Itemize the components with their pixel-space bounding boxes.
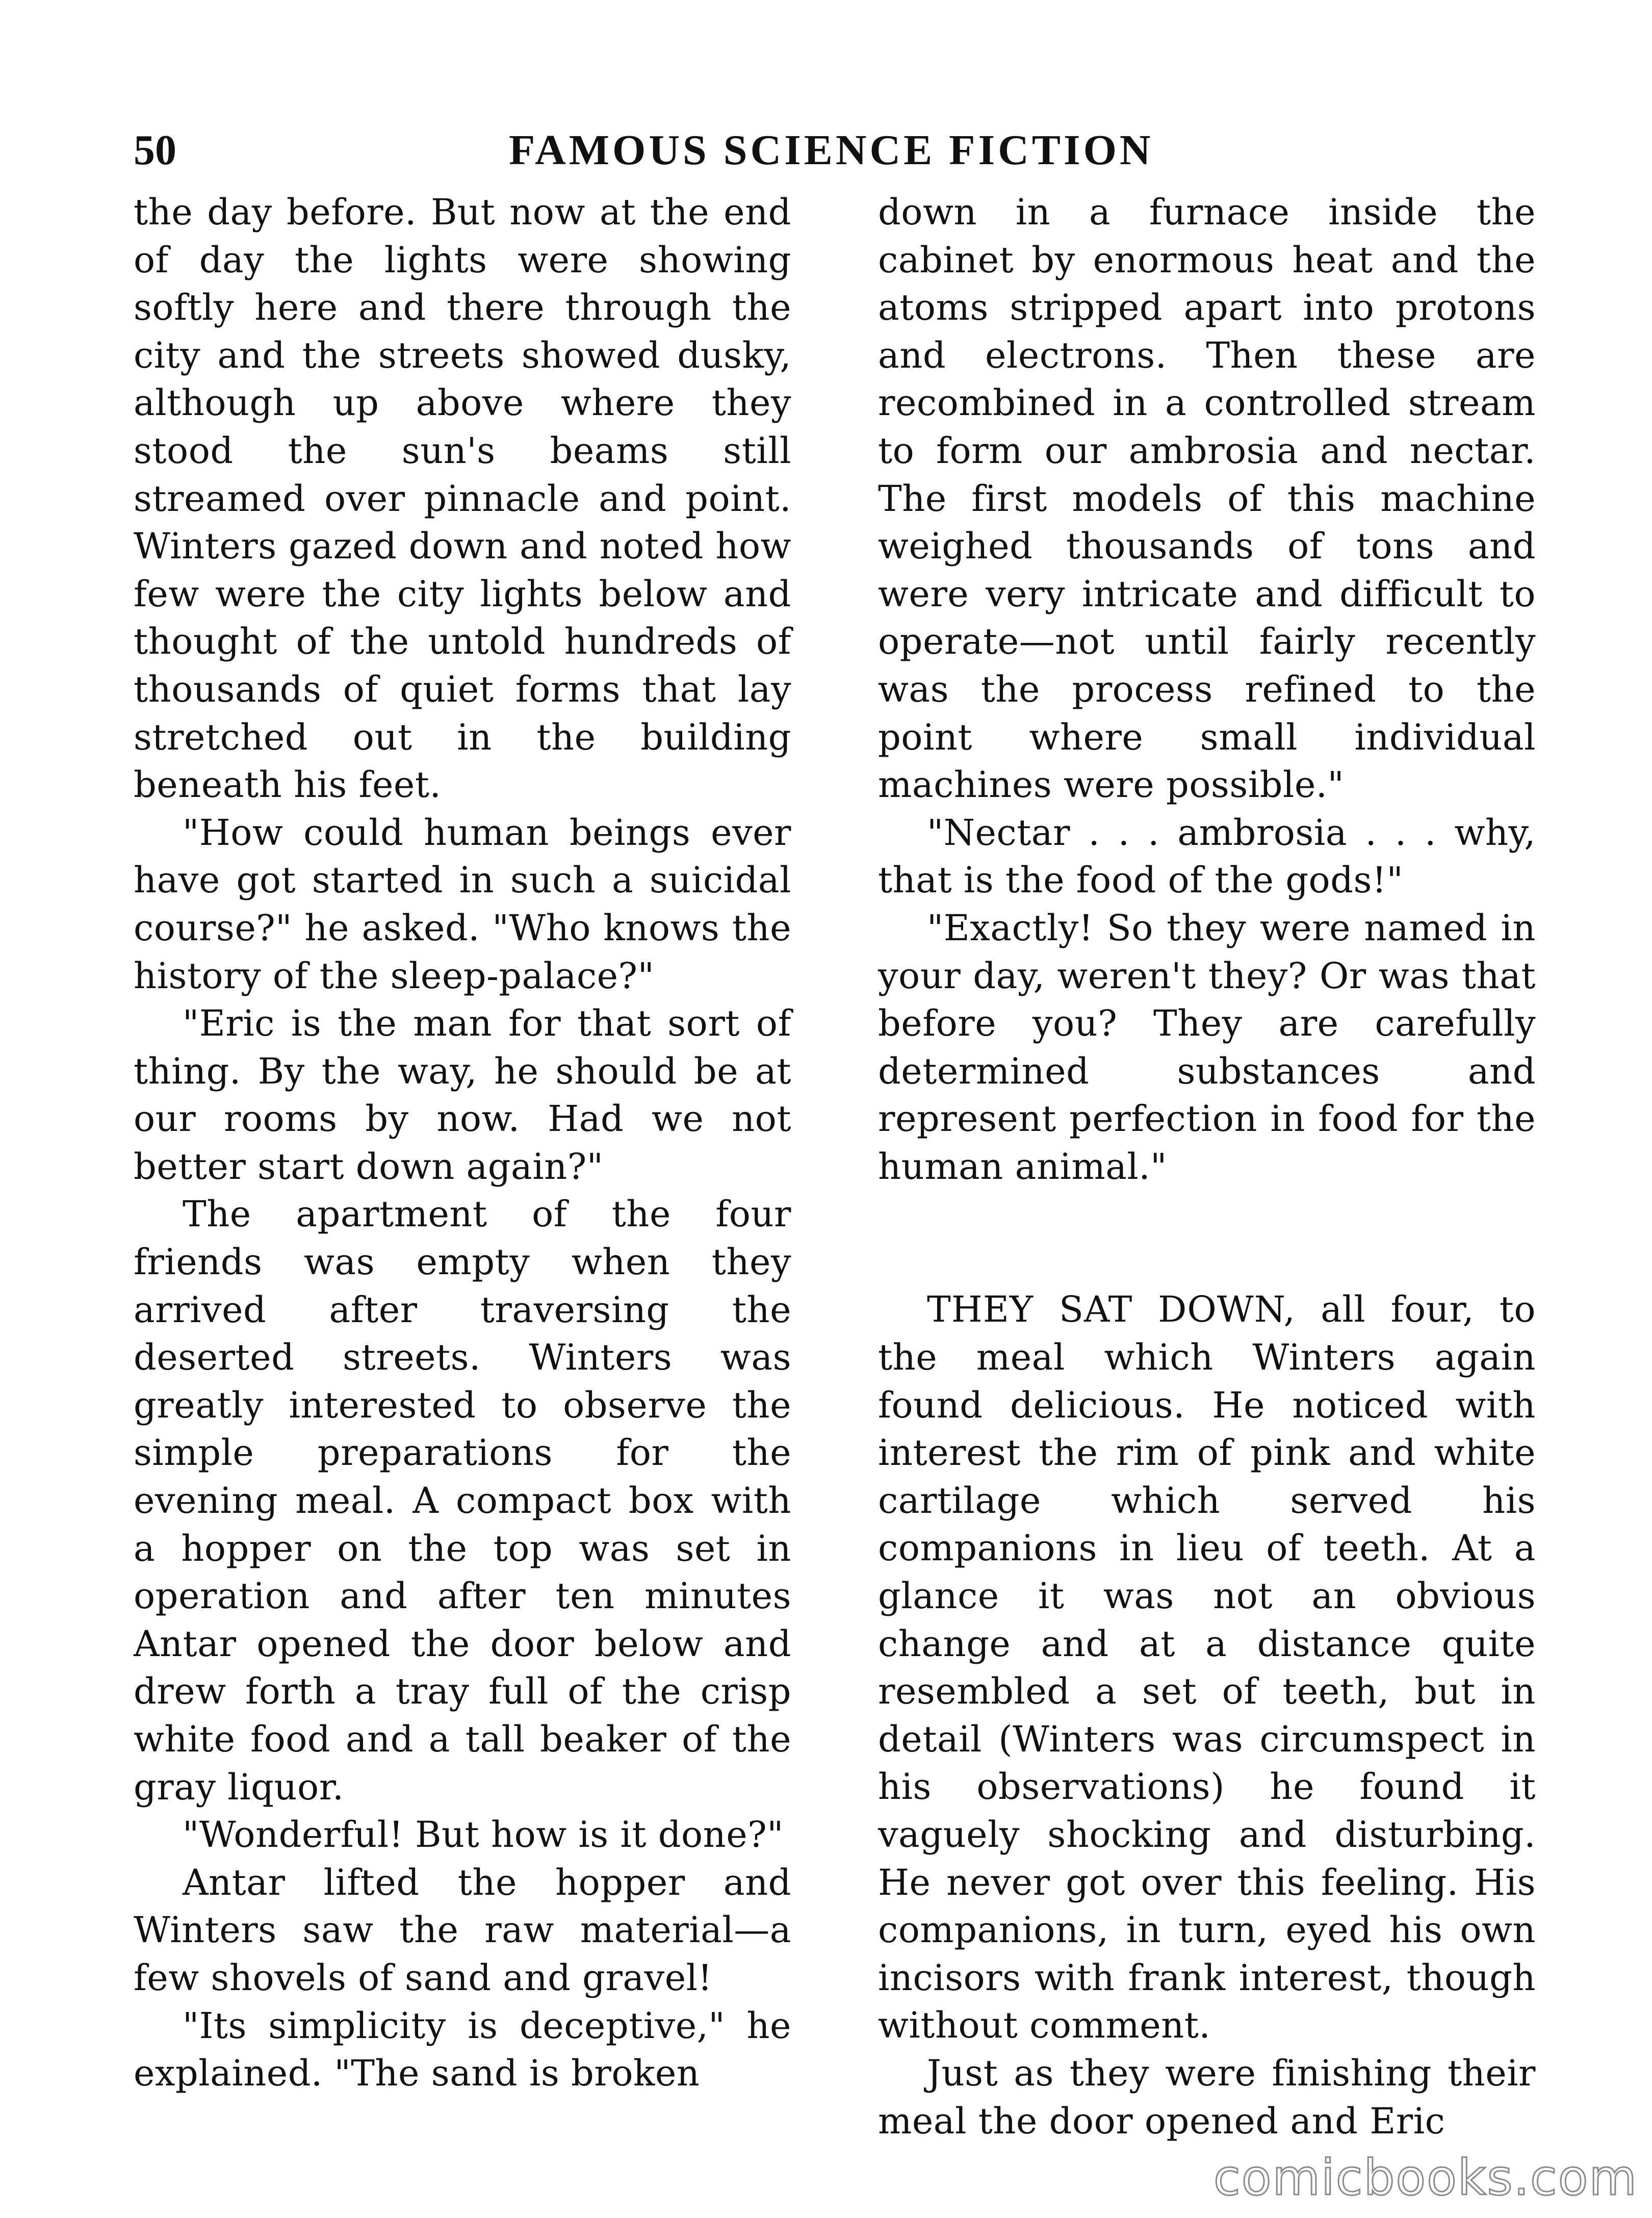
paragraph: "Eric is the man for that sort of thing. By the way, he should be at our rooms by now. Had we not better start down again?"	[134, 1002, 791, 1188]
section-opening-paragraph	[878, 1286, 1536, 2050]
paragraph: Just as they were finishing their meal the door opened and Eric	[878, 2052, 1536, 2142]
running-title: FAMOUS SCIENCE FICTION	[509, 126, 1154, 174]
paragraph: The apartment of the four friends was empty when they arrived after traversing the deserted streets. Winters was greatly interested to observe the simple preparations for the evening meal. A compact box with a hopper on the top was set in operation and after ten minutes Antar opened the door below and drew forth a tray full of the crisp white food and a tall beaker of the gray liquor.	[134, 1193, 791, 1808]
section-break	[878, 1191, 1536, 1286]
right-column	[878, 189, 1536, 2145]
watermark-logo: comicbooks.com	[1214, 2149, 1638, 2206]
paragraph: the day before. But now at the end of day the lights were showing softly here and there through the city and the streets showed dusky, although up above where they stood the sun's beams still streamed over pinnacle and point. Winters gazed down and noted how few were the city lights below and thought of the untold hundreds of thousands of quiet forms that lay stretched out in the building beneath his feet.	[134, 191, 791, 806]
page-number: 50	[134, 126, 176, 174]
section-lead-in: THEY SAT DOWN,	[927, 1288, 1296, 1331]
paragraph: "How could human beings ever have got started in such a suicidal course?" he asked. "Who knows the history of the sleep-palace?"	[134, 811, 791, 997]
paragraph: Antar lifted the hopper and Winters saw the raw material—a few shovels of sand and gravel!	[134, 1861, 791, 1999]
paragraph: "Nectar . . . ambrosia . . . why, that is the food of the gods!"	[878, 811, 1536, 901]
paragraph: "Its simplicity is deceptive," he explained. "The sand is broken	[134, 2004, 791, 2095]
paragraph: "Wonderful! But how is it done?"	[183, 1814, 784, 1856]
paragraph: "Exactly! So they were named in your day, weren't they? Or was that before you? They are carefully determined substances and represent perfection in food for the human animal."	[878, 907, 1536, 1188]
left-column	[134, 189, 791, 2098]
page-header	[134, 122, 1536, 178]
paragraph: down in a furnace inside the cabinet by enormous heat and the atoms stripped apart into protons and electrons. Then these are recombined in a controlled stream to form our ambrosia and nectar. The first models of this machine weighed thousands of tons and were very intricate and difficult to operate—not until fairly recently was the process refined to the point where small individual machines were possible."	[878, 191, 1536, 806]
section-text: all four, to the meal which Winters again found delicious. He noticed with interest the rim of pink and white cartilage which served his companions in lieu of teeth. At a glance it was not an obvious change and at a distance quite resembled a set of teeth, but in detail (Winters was circumspect in his observations) he found it vaguely shocking and disturbing. He never got over this feeling. His companions, in turn, eyed his own incisors with frank interest, though without comment.	[878, 1288, 1536, 2047]
